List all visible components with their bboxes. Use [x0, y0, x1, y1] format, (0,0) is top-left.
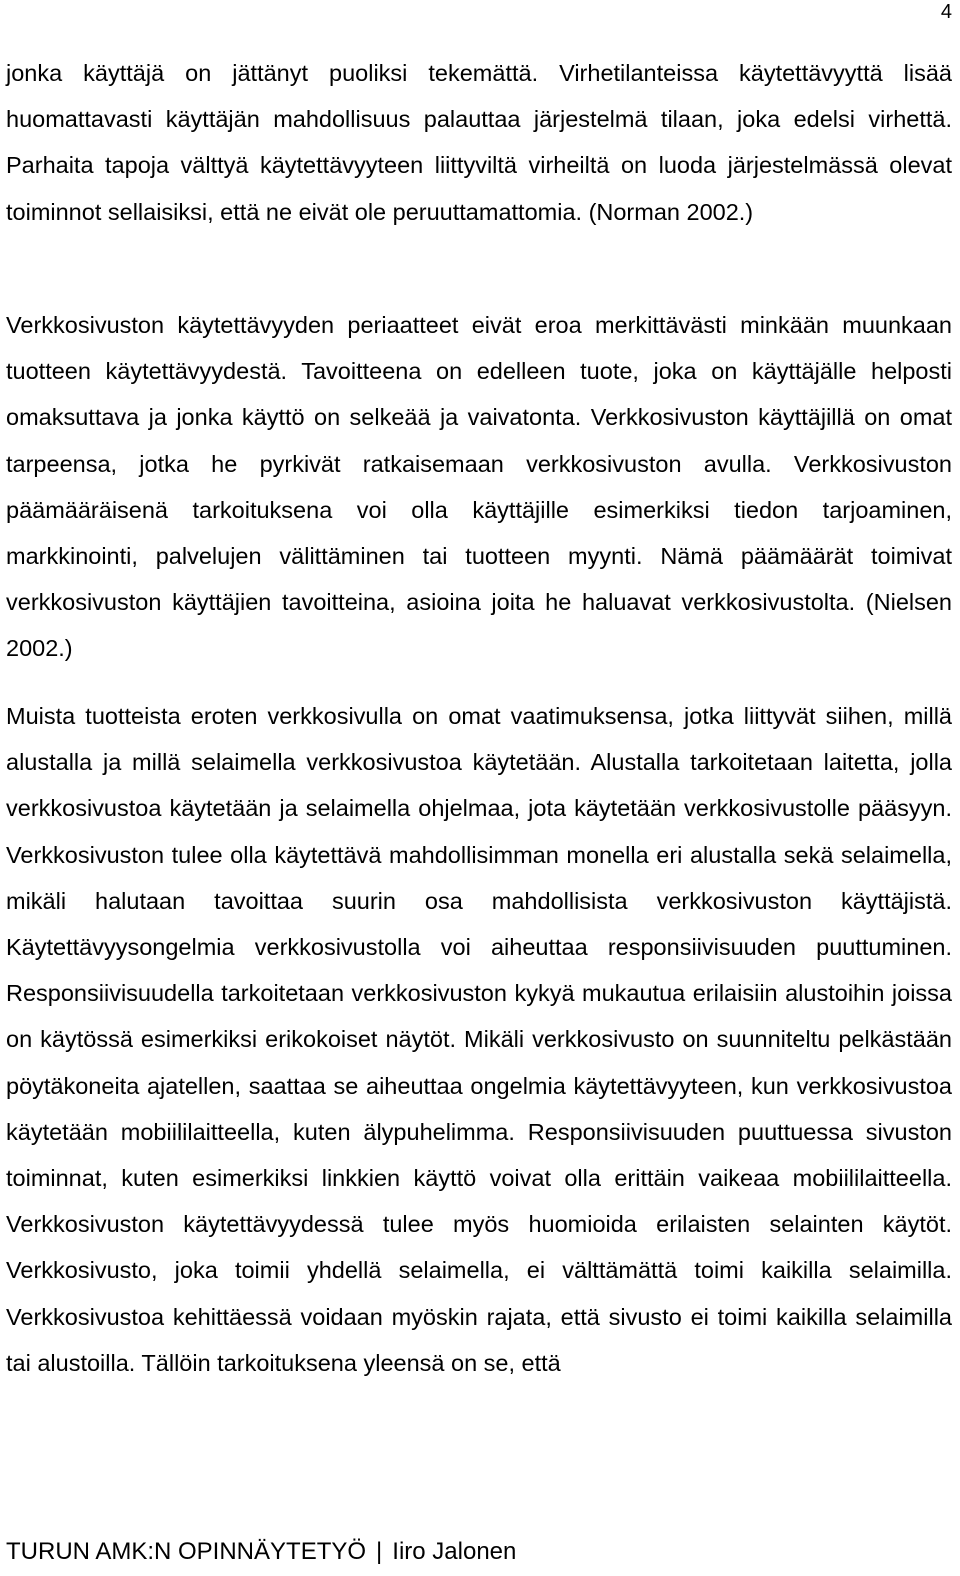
- paragraph-2: Verkkosivuston käytettävyyden periaatteet eivät eroa merkittävästi minkään muunkaan tuotteen käytettävyydestä. Tavoitteena on edelleen tuote, joka on käyttäjälle helposti omaksuttava ja jonka käyttö on selkeää ja vaivatonta. Verkkosivuston käyttäjillä on omat tarpeensa, jotka he pyrkivät ratkaisemaan verkkosivuston avulla. Verkkosivuston päämääräisenä tarkoituksena voi olla käyttäjille esimerkiksi tiedon tarjoaminen, markkinointi, palvelujen välittäminen tai tuotteen myynti. Nämä päämäärät toimivat verkkosivuston käyttäjien tavoitteina, asioina joita he haluavat verkkosivustolta. (Nielsen 2002.): [6, 312, 952, 662]
- footer-author: Iiro Jalonen: [392, 1538, 517, 1565]
- body-text: [6, 50, 952, 1479]
- footer-institution: TURUN AMK:N OPINNÄYTETYÖ: [6, 1538, 367, 1565]
- page-number: 4: [940, 1, 952, 23]
- page-footer: [6, 1536, 516, 1568]
- footer-separator: |: [376, 1538, 383, 1565]
- paragraph-1: jonka käyttäjä on jättänyt puoliksi tekemättä. Virhetilanteissa käytettävyyttä lisää huomattavasti käyttäjän mahdollisuus palauttaa järjestelmä tilaan, joka edelsi virhettä. Parhaita tapoja välttyä käytettävyyteen liittyviltä virheiltä on luoda järjestelmässä olevat toiminnot sellaisiksi, että ne eivät ole peruuttamattomia. (Norman 2002.): [6, 60, 952, 225]
- paragraph-3: Muista tuotteista eroten verkkosivulla on omat vaatimuksensa, jotka liittyvät siihen, millä alustalla ja millä selaimella verkkosivustoa käytetään. Alustalla tarkoitetaan laitetta, jolla verkkosivustoa käytetään ja selaimella ohjelmaa, jota käytetään verkkosivustolle pääsyyn. Verkkosivuston tulee olla käytettävä mahdollisimman monella eri alustalla sekä selaimella, mikäli halutaan tavoittaa suurin osa mahdollisista verkkosivuston käyttäjistä. Käytettävyysongelmia verkkosivustolla voi aiheuttaa responsiivisuuden puuttuminen. Responsiivisuudella tarkoitetaan verkkosivuston kykyä mukautua erilaisiin alustoihin joissa on käytössä esimerkiksi erikokoiset näytöt. Mikäli verkkosivusto on suunniteltu pelkästään pöytäkoneita ajatellen, saattaa se aiheuttaa ongelmia käytettävyyteen, kun verkkosivustoa käytetään mobiililaitteella, kuten älypuhelimma. Responsiivisuuden puuttuessa sivuston toiminnat, kuten esimerkiksi linkkien käyttö voivat olla erittäin vaikeaa mobiililaitteella. Verkkosivuston käytettävyydessä tulee myös huomioida erilaisten selainten käytöt. Verkkosivusto, joka toimii yhdellä selaimella, ei välttämättä toimi kaikilla selaimilla. Verkkosivustoa kehittäessä voidaan myöskin rajata, että sivusto ei toimi kaikilla selaimilla tai alustoilla. Tällöin tarkoituksena yleensä on se, että: [6, 703, 952, 1376]
